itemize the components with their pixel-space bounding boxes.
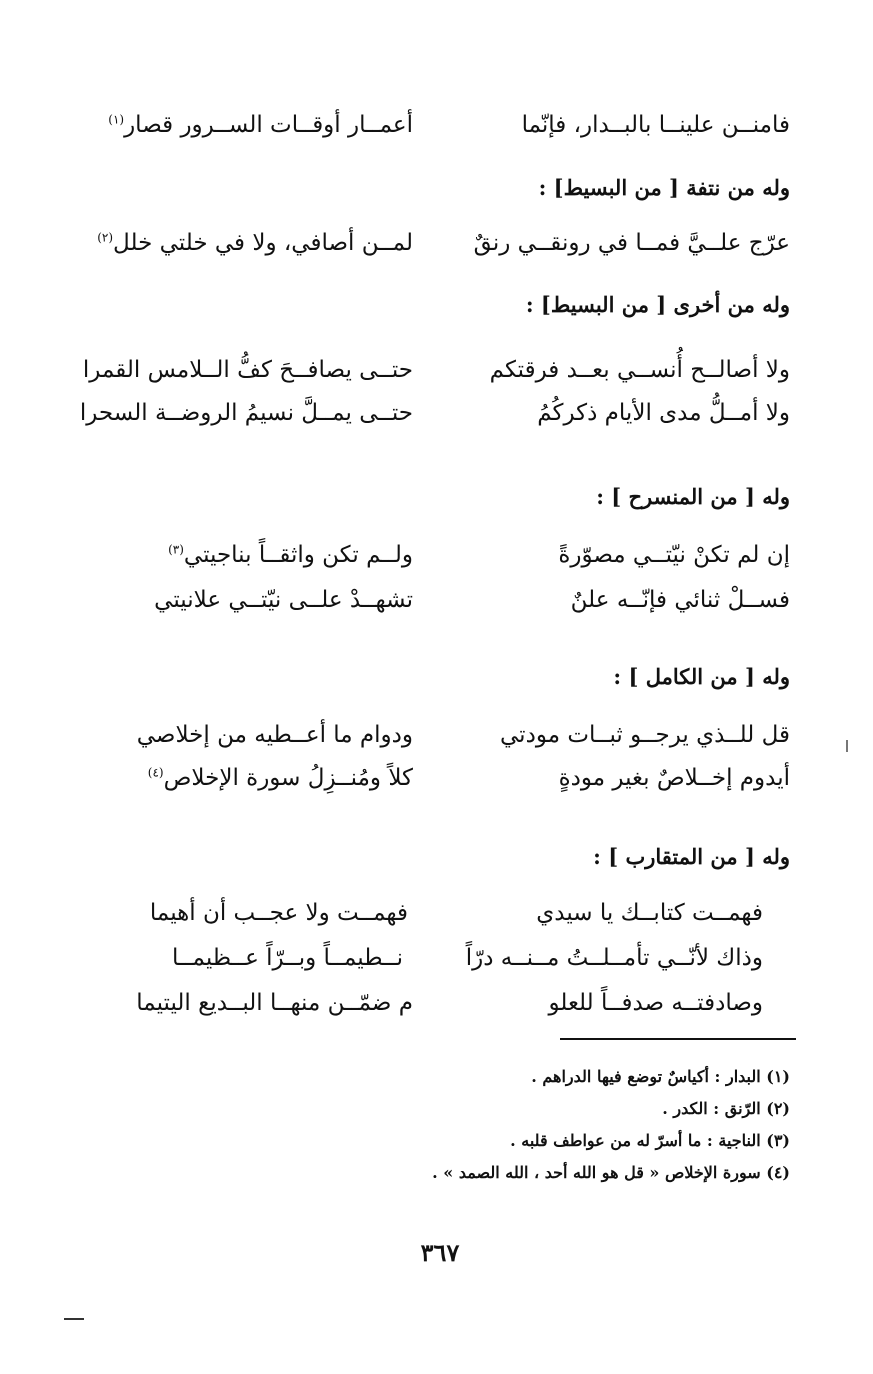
verse-hemistich-left: تشهــدْ علــى نيّتــي علانيتي [154,587,413,613]
section-heading: وله [ من المنسرح ] : [596,484,790,509]
verse-hemistich-left: ولــم تكن واثقــاً بناجيتي$^{(٣)}$ [168,542,413,568]
verse-hemistich-right: وذاك لأنّــي تأمــلــتُ مــنــه درّاً [465,945,763,971]
scan-mark [64,1318,84,1320]
section-heading: وله من أخرى [ من البسيط] : [525,292,790,317]
verse-hemistich-left: م ضمّــن منهــا البــديع اليتيما [136,990,413,1016]
footnote: (٣) الناجية : ما أسرّ له من عواطف قلبه . [510,1131,790,1150]
verse-hemistich-right: ولا أصالــح أُنســي بعــد فرقتكم [489,357,790,383]
verse-hemistich-right: عرّج علــيَّ فمــا في رونقــي رنقٌ [473,230,790,256]
page-number: ٣٦٧ [420,1238,460,1267]
section-heading: وله [ من الكامل ] : [613,664,790,689]
verse-hemistich-right: فامنــن علينــا بالبــدار، فإنّما [521,112,790,138]
verse-hemistich-left: نــطيمــاً وبــرّاً عــظيمــا [172,945,403,971]
footnote-ref: (٣) [168,542,184,557]
verse-hemistich-right: وصادفتــه صدفــاً للعلو [548,990,763,1016]
verse-hemistich-right: قل للــذي يرجــو ثبــات مودتي [500,722,790,748]
verse-hemistich-right: أيدوم إخــلاصٌ بغير مودةٍ [558,765,790,791]
verse-hemistich-right: فهمــت كتابــك يا سيدي [536,900,763,926]
footnote-divider [560,1038,796,1040]
footnote: (١) البدار : أكياسٌ توضع فيها الدراهم . [531,1067,790,1086]
footnote-ref: (٢) [97,230,114,245]
verse-hemistich-left: لمــن أصافي، ولا في خلتي خلل$^{(٢)}$ [97,230,413,256]
verse-hemistich-right: فســلْ ثنائي فإنّــه علنٌ [570,587,790,613]
scan-mark [846,740,848,752]
verse-hemistich-left: كلاً ومُنــزِلُ سورة الإخلاص$^{(٤)}$ [147,765,413,791]
verse-hemistich-left: فهمــت ولا عجــب أن أهيما [149,900,408,926]
footnote: (٤) سورة الإخلاص « قل هو الله أحد ، الله الصمد » . [432,1163,790,1182]
verse-hemistich-left: ودوام ما أعــطيه من إخلاصي [136,722,413,748]
verse-hemistich-left: حتــى يصافــحَ كفُّ الــلامس القمرا [82,357,413,383]
verse-hemistich-left: أعمــار أوقــات الســرور قصار$^{(١)}$ [108,112,413,138]
verse-hemistich-left: حتــى يمــلَّ نسيمُ الروضــة السحرا [79,400,413,426]
footnote-ref: (٤) [147,765,164,780]
footnote-ref: (١) [108,112,125,127]
section-heading: وله [ من المتقارب ] : [593,844,790,869]
footnote: (٢) الرّنق : الكدر . [662,1099,790,1118]
verse-hemistich-right: ولا أمــلُّ مدى الأيام ذكركُمُ [537,400,790,426]
verse-hemistich-right: إن لم تكنْ نيّتــي مصوّرةً [558,542,790,568]
section-heading: وله من نتفة [ من البسيط] : [538,175,790,200]
